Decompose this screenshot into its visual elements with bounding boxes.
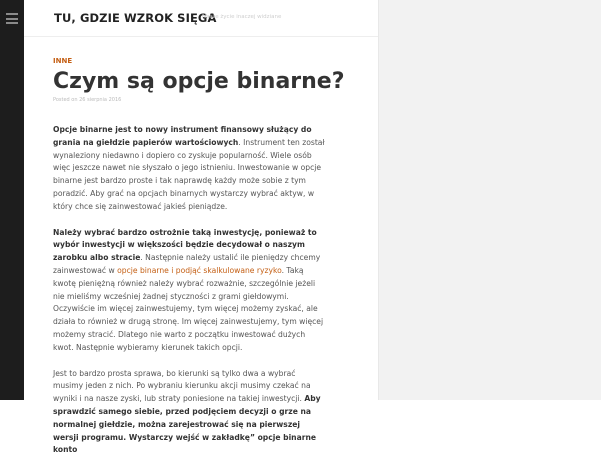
p3-text: Jest to bardzo prosta sprawa, bo kierunki są tylko dwa a wybrać musimy jeden z nich. Po wybraniu kierunku akcji musimy czekać na wyniki i na nasze zyski, lub straty poniesione na takiej inwestycji.	[53, 368, 311, 404]
site-tagline: Nasze życie inaczej widziane	[202, 14, 282, 20]
main-content	[24, 37, 378, 455]
p2-bold: Należy wybrać bardzo ostrożnie taką inwestycję, ponieważ to wybór inwestycji w większości będzie decydował o naszym zarobku albo stracie	[53, 227, 317, 263]
paragraph-3	[53, 368, 325, 458]
p1-bold: Opcje binarne jest to nowy instrument finansowy służący do grania na giełdzie papierów wartościowych	[53, 125, 312, 147]
post-title: Czym są opcje binarne?	[53, 69, 345, 94]
site-title[interactable]: TU, GDZIE WZROK SIĘGA	[54, 11, 217, 25]
post-body	[53, 124, 325, 470]
paragraph-2	[53, 227, 325, 355]
right-sidebar-panel	[378, 0, 601, 400]
p3-bold: Aby sprawdzić samego siebie, przed podjęciem decyzji o grze na normalnej giełdzie, można zarejestrować się na pierwszej wersji programu. Wystarczy wejść w zakładkę” opcje binarne konto	[53, 394, 321, 455]
opcje-binarne-link[interactable]: opcje binarne i podjąć skalkulowane ryzyko	[117, 265, 282, 275]
post-meta: Posted on 26 sierpnia 2016	[53, 97, 122, 103]
site-header	[24, 0, 378, 37]
paragraph-1	[53, 124, 325, 214]
p1-text: . Instrument ten został wynaleziony niedawno i dopiero co zyskuje popularność. Wiele osób więc jeszcze nawet nie słyszało o jego istnieniu. Inwestowanie w opcje binarne jest bardzo proste i tak naprawdę każdy może sobie z tym poradzić. Aby grać na opcjach binarnych wystarczy wybrać aktyw, w który chce się zainwestować jakieś pieniądze.	[53, 137, 325, 211]
p2-text: . Następnie należy ustalić ile pieniędzy chcemy zainwestować w	[53, 253, 321, 275]
left-sidebar-bar	[0, 0, 24, 400]
menu-icon[interactable]	[6, 13, 18, 27]
post-category-link[interactable]: INNE	[53, 57, 73, 65]
p2-text-rest: . Taką kwotę pieniężną również należy wybrać rozważnie, szczególnie jeżeli nie mieliśmy wcześniej żadnej styczności z grami giełdowymi. Oczywiście im więcej zainwestujemy, tym więcej możemy zyskać, ale działa to również w drugą stronę. Im więcej zainwestujemy, tym więcej możemy stracić. Dlatego nie warto z początku inwestować dużych kwot. Następnie wybieramy kierunek takich opcji.	[53, 265, 324, 352]
